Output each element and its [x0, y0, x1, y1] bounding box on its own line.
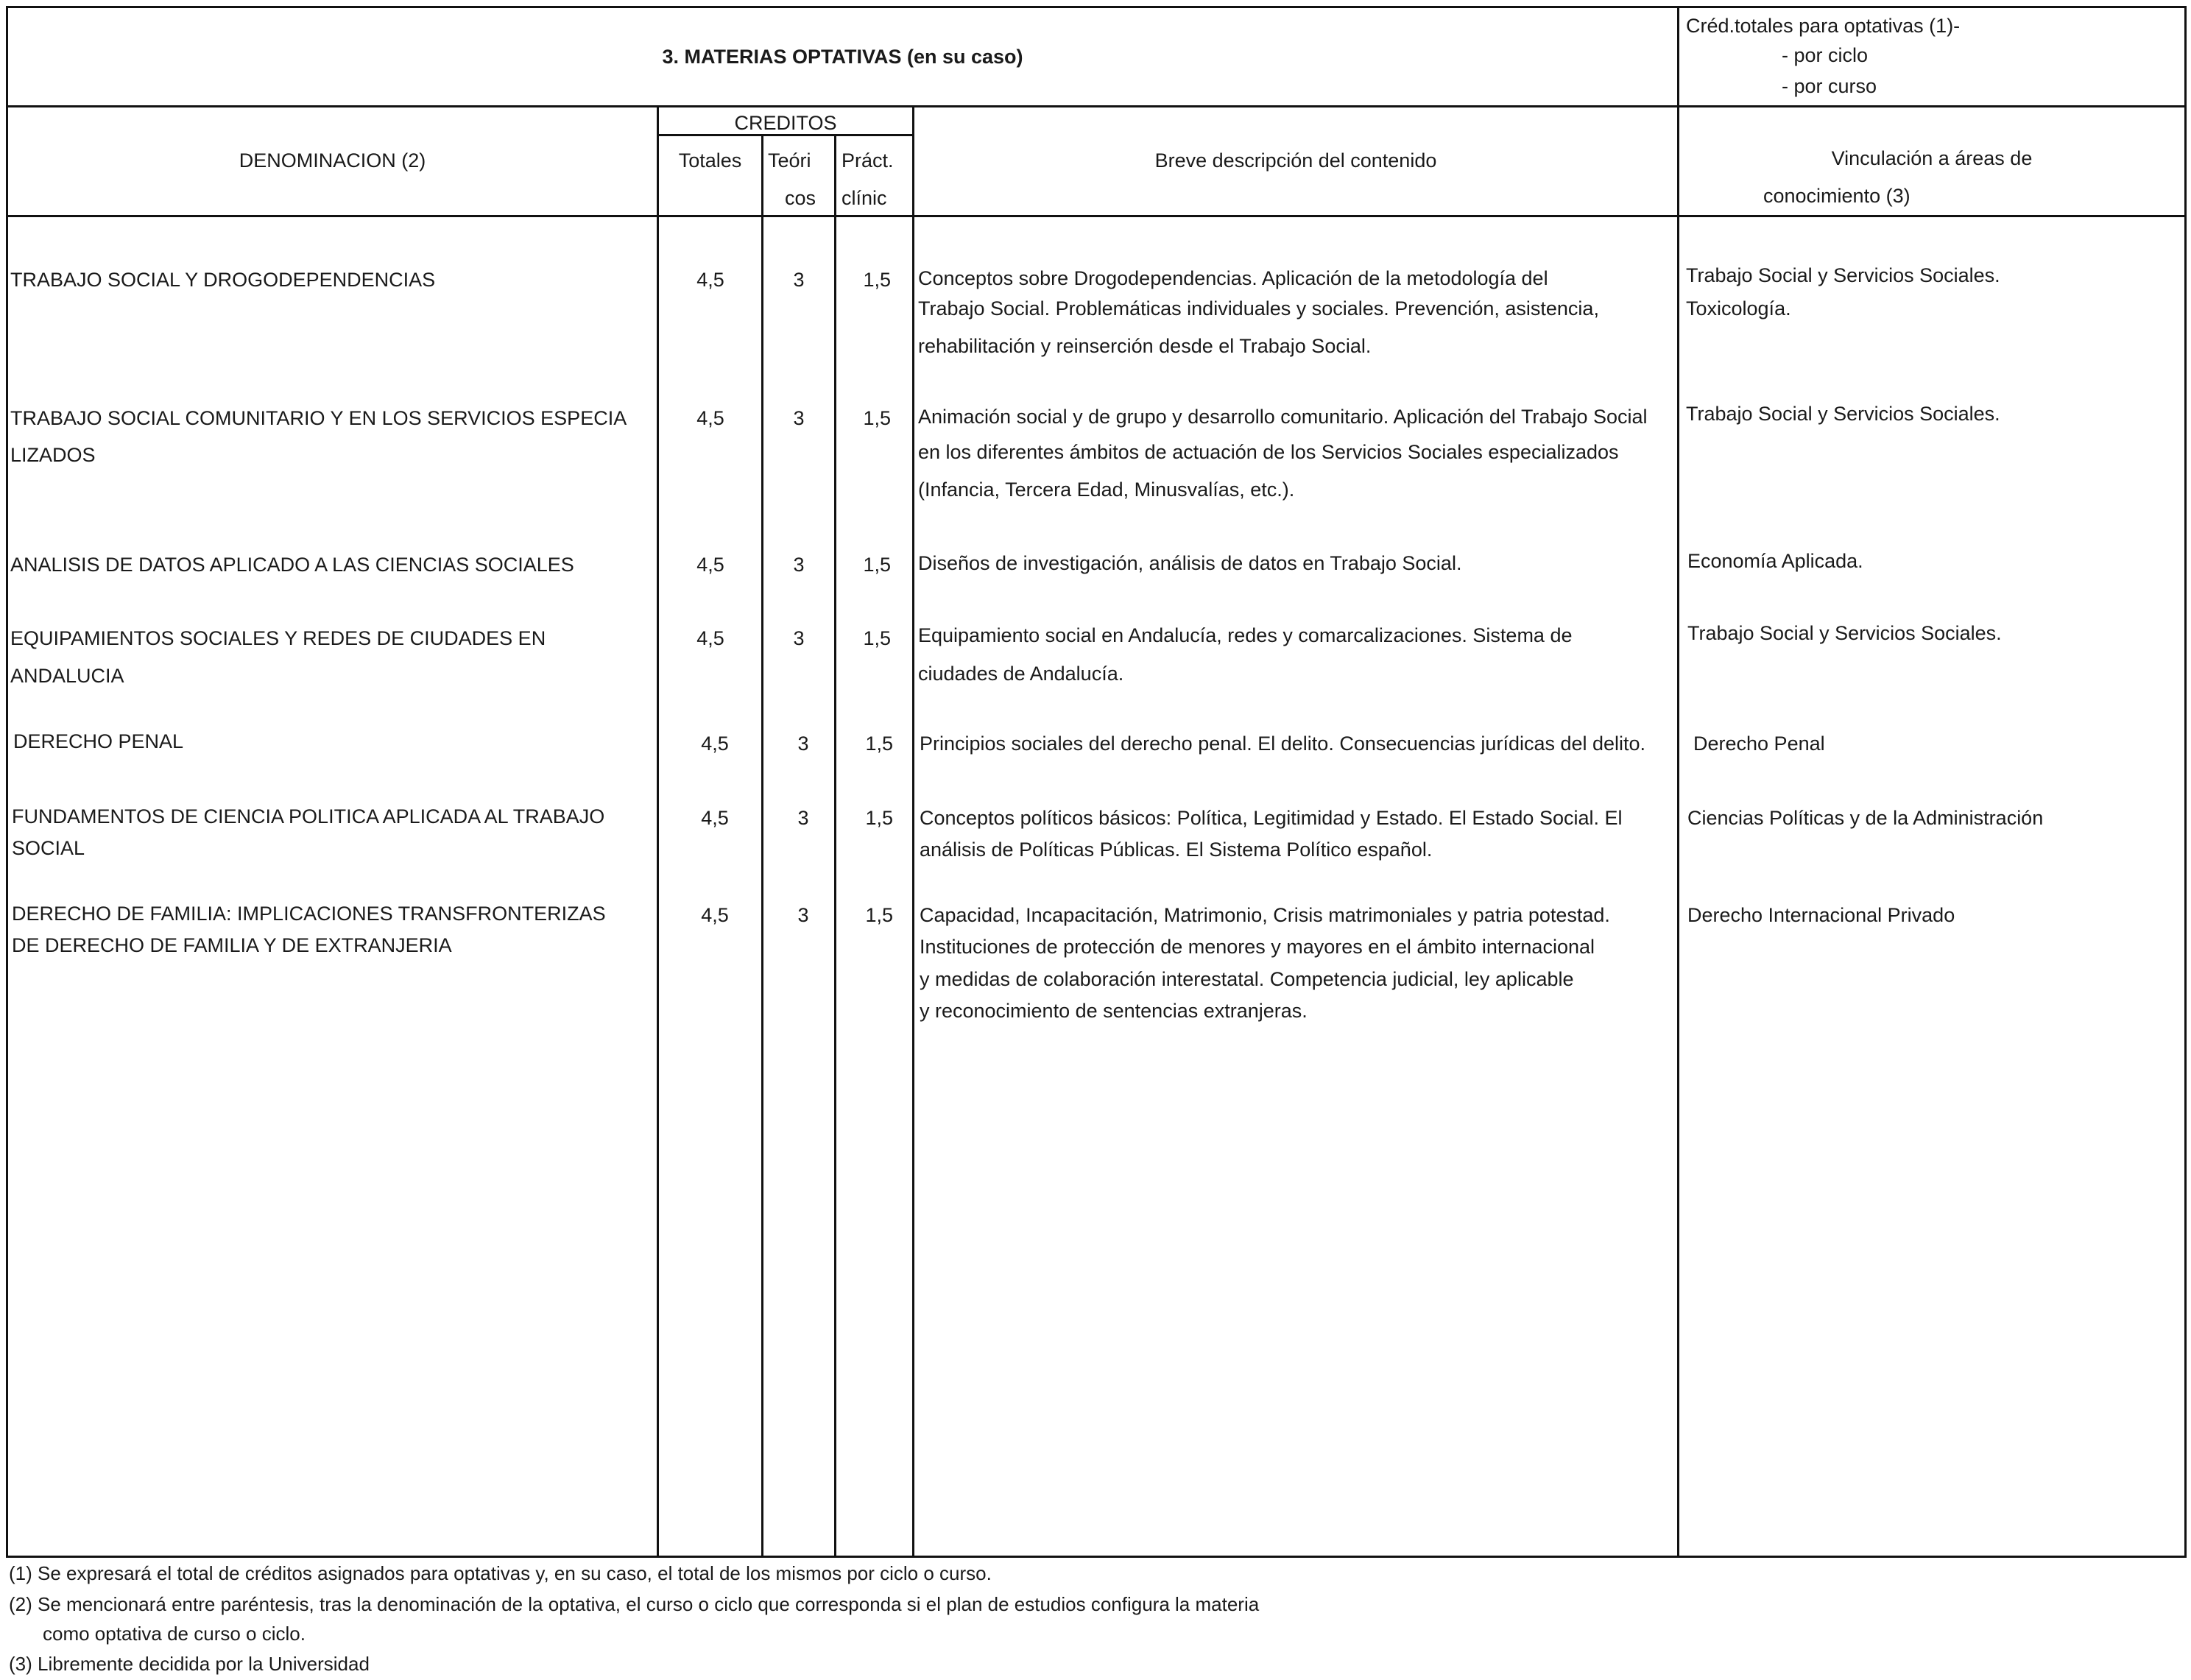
row-descripcion-line: Equipamiento social en Andalucía, redes y comarcalizaciones. Sistema de	[918, 624, 1573, 646]
col-header-vinculacion-2: conocimiento (3)	[1763, 185, 1910, 207]
col-header-totales: Totales	[678, 149, 742, 172]
row-denominacion: LIZADOS	[10, 444, 96, 466]
row-descripcion-line: Conceptos políticos básicos: Política, Legitimidad y Estado. El Estado Social. El	[920, 807, 1623, 829]
row-teoricos: 3	[793, 627, 805, 649]
footnote-2-continuation: como optativa de curso o ciclo.	[43, 1623, 306, 1645]
row-teoricos: 3	[793, 407, 805, 429]
col-header-creditos: CREDITOS	[734, 112, 837, 134]
row-area-line: Trabajo Social y Servicios Sociales.	[1686, 264, 2000, 286]
col-header-descripcion: Breve descripción del contenido	[1154, 149, 1437, 172]
row-descripcion-line: análisis de Políticas Públicas. El Sistema Político español.	[920, 839, 1433, 861]
row-totales: 4,5	[701, 733, 729, 755]
row-teoricos: 3	[793, 554, 805, 576]
cred-totales-label: Créd.totales para optativas (1)-	[1686, 15, 1961, 37]
row-area-line: Derecho Internacional Privado	[1687, 904, 1955, 926]
row-denominacion: DE DERECHO DE FAMILIA Y DE EXTRANJERIA	[12, 934, 452, 956]
col-header-cos: cos	[785, 187, 816, 209]
footnote-3: (3) Libremente decidida por la Universidad	[9, 1653, 370, 1675]
column-header-bottom-border	[6, 215, 2187, 217]
footnote-2: (2) Se mencionará entre paréntesis, tras la denominación de la optativa, el curso o ciclo que corresponda si el plan de estudios configura la materia	[9, 1593, 1260, 1615]
col-header-teori: Teóri	[768, 149, 811, 172]
row-area-line: Ciencias Políticas y de la Administración	[1687, 807, 2044, 829]
row-denominacion: TRABAJO SOCIAL Y DROGODEPENDENCIAS	[10, 269, 436, 291]
row-denominacion: EQUIPAMIENTOS SOCIALES Y REDES DE CIUDADES EN	[10, 627, 546, 649]
row-descripcion-line: Instituciones de protección de menores y mayores en el ámbito internacional	[920, 936, 1595, 958]
table-top-border	[6, 6, 2187, 8]
row-teoricos: 3	[797, 733, 809, 755]
col-header-clinic: clínic	[842, 187, 887, 209]
row-totales: 4,5	[701, 904, 729, 926]
row-descripcion-line: Conceptos sobre Drogodependencias. Aplicación de la metodología del	[918, 267, 1548, 289]
col-divider-descripcion	[1677, 6, 1679, 1558]
col-divider-totales	[761, 134, 763, 1558]
table-right-border	[2184, 6, 2187, 1558]
col-divider-denominacion	[657, 105, 659, 1558]
row-teoricos: 3	[797, 807, 809, 829]
row-descripcion-line: Principios sociales del derecho penal. El delito. Consecuencias jurídicas del delito.	[920, 733, 1646, 755]
row-descripcion-line: en los diferentes ámbitos de actuación de los Servicios Sociales especializados	[918, 441, 1619, 463]
row-denominacion: DERECHO DE FAMILIA: IMPLICACIONES TRANSFRONTERIZAS	[12, 903, 606, 925]
table-bottom-border	[6, 1556, 2187, 1558]
row-practicos: 1,5	[863, 269, 891, 291]
por-ciclo-label: - por ciclo	[1782, 44, 1869, 66]
row-practicos: 1,5	[863, 627, 891, 649]
col-divider-teoricos	[834, 134, 836, 1558]
row-area-line: Trabajo Social y Servicios Sociales.	[1686, 403, 2000, 425]
row-denominacion: ANALISIS DE DATOS APLICADO A LAS CIENCIAS SOCIALES	[10, 554, 574, 576]
row-totales: 4,5	[696, 269, 724, 291]
row-denominacion: DERECHO PENAL	[13, 730, 184, 752]
row-totales: 4,5	[701, 807, 729, 829]
row-practicos: 1,5	[865, 807, 893, 829]
row-descripcion-line: y reconocimiento de sentencias extranjeras.	[920, 1000, 1308, 1022]
col-header-pract: Práct.	[842, 149, 894, 172]
row-totales: 4,5	[696, 554, 724, 576]
row-descripcion-line: Diseños de investigación, análisis de datos en Trabajo Social.	[918, 552, 1462, 574]
por-curso-label: - por curso	[1782, 75, 1877, 97]
row-descripcion-line: Animación social y de grupo y desarrollo comunitario. Aplicación del Trabajo Social	[918, 406, 1648, 428]
row-area-line: Trabajo Social y Servicios Sociales.	[1687, 622, 2002, 644]
row-practicos: 1,5	[863, 407, 891, 429]
col-divider-practicos	[912, 105, 914, 1558]
row-descripcion-line: y medidas de colaboración interestatal. Competencia judicial, ley aplicable	[920, 968, 1574, 990]
row-area-line: Economía Aplicada.	[1687, 550, 1863, 572]
row-denominacion: TRABAJO SOCIAL COMUNITARIO Y EN LOS SERVICIOS ESPECIA	[10, 407, 627, 429]
row-practicos: 1,5	[865, 904, 893, 926]
row-teoricos: 3	[793, 269, 805, 291]
header-bottom-border	[6, 105, 2187, 107]
row-practicos: 1,5	[863, 554, 891, 576]
row-denominacion: ANDALUCIA	[10, 665, 124, 687]
row-totales: 4,5	[696, 407, 724, 429]
footnote-1: (1) Se expresará el total de créditos asignados para optativas y, en su caso, el total de los mismos por ciclo o curso.	[9, 1562, 992, 1584]
row-denominacion: SOCIAL	[12, 837, 85, 859]
row-totales: 4,5	[696, 627, 724, 649]
row-descripcion-line: (Infancia, Tercera Edad, Minusvalías, etc.).	[918, 479, 1295, 501]
col-header-vinculacion-1: Vinculación a áreas de	[1831, 147, 2033, 169]
row-descripcion-line: rehabilitación y reinserción desde el Trabajo Social.	[918, 335, 1372, 357]
row-teoricos: 3	[797, 904, 809, 926]
row-descripcion-line: Trabajo Social. Problemáticas individuales y sociales. Prevención, asistencia,	[918, 297, 1599, 320]
row-denominacion: FUNDAMENTOS DE CIENCIA POLITICA APLICADA AL TRABAJO	[12, 805, 605, 827]
table-left-border	[6, 6, 8, 1558]
row-descripcion-line: ciudades de Andalucía.	[918, 663, 1124, 685]
row-area-line: Derecho Penal	[1693, 733, 1825, 755]
row-descripcion-line: Capacidad, Incapacitación, Matrimonio, Crisis matrimoniales y patria potestad.	[920, 904, 1610, 926]
page-title: 3. MATERIAS OPTATIVAS (en su caso)	[662, 46, 1023, 68]
col-header-denominacion: DENOMINACION (2)	[239, 149, 426, 172]
row-practicos: 1,5	[865, 733, 893, 755]
row-area-line: Toxicología.	[1686, 297, 1791, 320]
